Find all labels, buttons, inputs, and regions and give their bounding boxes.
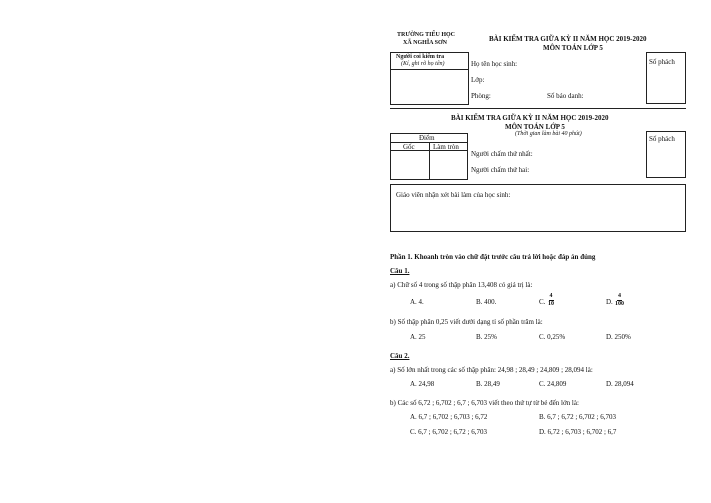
q2a-question: a) Số lớn nhất trong các số thập phân: 24,98 ; 28,49 ; 24,809 ; 28,094 là: bbox=[390, 366, 593, 374]
q2a-option-b: B. 28,49 bbox=[476, 380, 500, 388]
q2a-option-c: C. 24,809 bbox=[539, 380, 567, 388]
exam-subject-2: MÔN TOÁN LỚP 5 bbox=[505, 123, 565, 131]
q2a-option-a: A. 24,98 bbox=[410, 380, 435, 388]
score-round-label: Làm tròn bbox=[433, 143, 459, 151]
q2b-option-b: B. 6,7 ; 6,72 ; 6,702 ; 6,703 bbox=[539, 413, 617, 421]
q1a-question: a) Chữ số 4 trong số thập phân 13,408 có giá trị là: bbox=[390, 281, 533, 289]
q1b-option-a: A. 25 bbox=[410, 333, 426, 341]
q2a-option-d: D. 28,094 bbox=[606, 380, 634, 388]
proctor-label: Người coi kiểm tra bbox=[396, 54, 445, 60]
code-label-bottom: Số phách bbox=[649, 135, 675, 143]
code-label-top: Số phách bbox=[649, 58, 675, 66]
q2b-option-a: A. 6,7 ; 6,702 ; 6,703 ; 6,72 bbox=[410, 413, 488, 421]
class-label: Lớp: bbox=[471, 76, 485, 84]
q1-label: Câu 1. bbox=[390, 267, 410, 275]
q2b-question: b) Các số 6,72 ; 6,702 ; 6,7 ; 6,703 viết theo thứ tự từ bé đến lớn là: bbox=[390, 399, 579, 407]
q1a-option-a: A. 4. bbox=[410, 298, 424, 306]
q1a-option-c: C. bbox=[539, 298, 546, 306]
q2b-option-d: D. 6,72 ; 6,703 ; 6,702 ; 6,7 bbox=[539, 428, 617, 436]
q1a-option-c-fraction bbox=[548, 293, 554, 308]
q1b-option-d: D. 250% bbox=[606, 333, 631, 341]
grader1-label: Người chấm thứ nhất: bbox=[471, 150, 533, 158]
room-label: Phòng: bbox=[471, 92, 491, 100]
exam-title: BÀI KIỂM TRA GIỮA KỲ II NĂM HỌC 2019-2020 bbox=[489, 35, 647, 43]
part1-title: Phần 1. Khoanh tròn vào chữ đặt trước câu trả lời hoặc đáp án đúng bbox=[390, 253, 596, 261]
candidate-id-label: Số báo danh: bbox=[547, 92, 584, 100]
cut-line bbox=[390, 108, 686, 109]
q2b-option-c: C. 6,7 ; 6,702 ; 6,72 ; 6,703 bbox=[410, 428, 488, 436]
exam-subject: MÔN TOÁN LỚP 5 bbox=[543, 44, 603, 52]
q1b-question: b) Số thập phân 0,25 viết dưới dạng tỉ số phần trăm là: bbox=[390, 318, 543, 326]
q1a-option-d: D. bbox=[606, 298, 613, 306]
score-label: Điểm bbox=[419, 134, 435, 142]
q1a-option-b: B. 400. bbox=[476, 298, 497, 306]
comment-label: Giáo viên nhận xét bài làm của học sinh: bbox=[396, 191, 511, 199]
grader2-label: Người chấm thứ hai: bbox=[471, 166, 530, 174]
q1a-option-d-fraction bbox=[615, 293, 624, 308]
q1a-d-numerator: 4 bbox=[618, 293, 621, 299]
school-commune: XÃ NGHĨA SƠN bbox=[403, 40, 448, 46]
q1a-c-numerator: 4 bbox=[549, 293, 553, 299]
q1a-d-denominator: 100 bbox=[615, 301, 624, 307]
score-column-divider bbox=[429, 142, 430, 180]
q1a-c-denominator: 10 bbox=[548, 301, 554, 307]
q1b-option-b: B. 25% bbox=[476, 333, 497, 341]
exam-title-2: BÀI KIỂM TRA GIỮA KỲ II NĂM HỌC 2019-2020 bbox=[451, 114, 609, 122]
q2-label: Câu 2. bbox=[390, 352, 410, 360]
student-name-label: Họ tên học sinh: bbox=[471, 60, 518, 68]
proctor-sub: (Kí, ghi rõ họ tên) bbox=[401, 61, 445, 67]
proctor-divider bbox=[390, 69, 469, 70]
score-raw-label: Gốc bbox=[403, 143, 415, 151]
q1b-option-c: C. 0,25% bbox=[539, 333, 566, 341]
school-name: TRƯỜNG TIỂU HỌC bbox=[397, 32, 456, 38]
exam-time: (Thời gian làm bài 40 phút) bbox=[515, 131, 582, 137]
